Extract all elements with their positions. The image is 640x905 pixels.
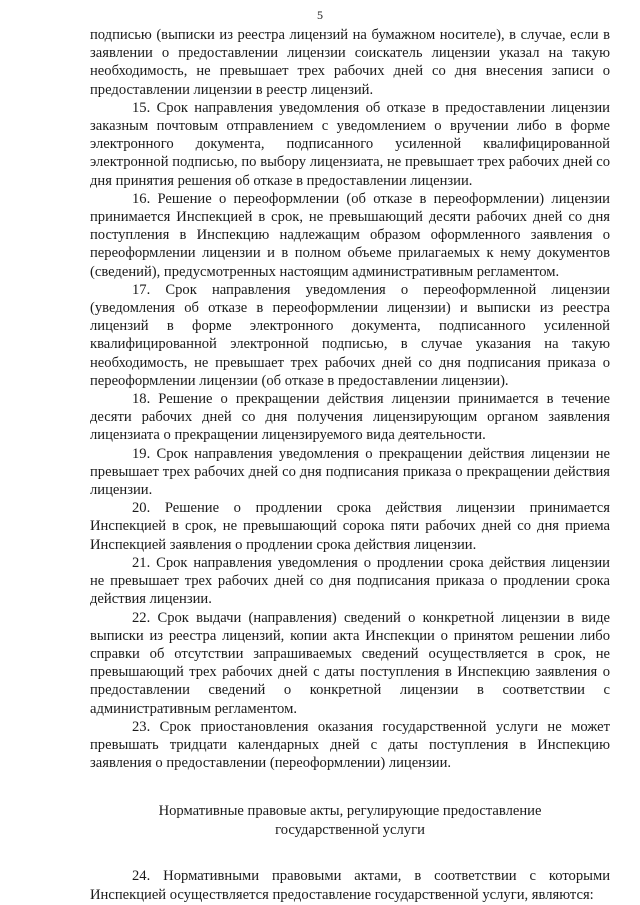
paragraph-14-continuation: подписью (выписки из реестра лицензий на бумажном носителе), в случае, если в заявлении о предоставлении лицензии соискатель лицензии указал на такую необходимость, не превышает трех рабочих дней со дня внесения записи о предоставлении лицензии в реестр лицензий. <box>90 27 610 98</box>
section-heading <box>90 802 610 839</box>
paragraph-21: 21. Срок направления уведомления о продлении срока действия лицензии не превышает трех рабочих дней со дня подписания приказа о продлении срока действия лицензии. <box>90 554 610 608</box>
document-body <box>90 26 610 904</box>
page-number: 5 <box>317 8 323 22</box>
paragraph-19: 19. Срок направления уведомления о прекращении действия лицензии не превышает трех рабочих дней со дня подписания приказа о прекращении действия лицензии. <box>90 445 610 499</box>
paragraph-20: 20. Решение о продлении срока действия лицензии принимается Инспекцией в срок, не превышающий сорока пяти рабочих дней со дня приема Инспекцией заявления о продлении срока действия лицензии. <box>90 500 610 553</box>
paragraph-15: 15. Срок направления уведомления об отказе в предоставлении лицензии заказным почтовым отправлением с уведомлением о вручении либо в форме электронного документа, подписанного усиленной квалифицированной электронной подписью, по выбору лицензиата, не превышает трех рабочих дней со дня принятия решения об отказе в предоставлении лицензии. <box>90 99 610 189</box>
paragraph-23: 23. Срок приостановления оказания государственной услуги не может превышать тридцати календарных дней с даты поступления в Инспекцию заявления о предоставлении (переоформлении) лицензии. <box>90 718 610 772</box>
paragraph-16: 16. Решение о переоформлении (об отказе в переоформлении) лицензии принимается Инспекцией в срок, не превышающий десяти рабочих дней со дня поступления в Инспекцию надлежащим образом оформленного заявления о переоформлении лицензии и в полном объеме прилагаемых к нему документов (сведений), предусмотренных настоящим административным регламентом. <box>90 190 610 280</box>
paragraph-24: 24. Нормативными правовыми актами, в соответствии с которыми Инспекцией осуществляется предоставление государственной услуги, являются: <box>90 868 610 903</box>
paragraph-18: 18. Решение о прекращении действия лицензии принимается в течение десяти рабочих дней со дня получения лицензирующим органом заявления лицензиата о прекращении лицензируемого вида деятельности. <box>90 391 610 444</box>
paragraph-17: 17. Срок направления уведомления о переоформленной лицензии (уведомления об отказе в переоформлении лицензии) и выписки из реестра лицензий в форме электронного документа, подписанного усиленной квалифицированной электронной подписью, в случае указания на такую необходимость, не превышает трех рабочих дней со дня подписания приказа о переоформлении лицензии (об отказе в предоставлении лицензии). <box>90 281 610 389</box>
section-heading-line-2: государственной услуги <box>275 821 425 838</box>
section-heading-line-1: Нормативные правовые акты, регулирующие предоставление <box>158 803 542 820</box>
paragraph-22: 22. Срок выдачи (направления) сведений о конкретной лицензии в виде выписки из реестра лицензий, копии акта Инспекции о принятом решении либо справки об отсутствии запрашиваемых сведений осуществляется в срок, не превышающий трех рабочих дней с даты поступления в Инспекцию заявления о предоставлении сведений о конкретной лицензии в соответствии с административным регламентом. <box>90 609 610 717</box>
